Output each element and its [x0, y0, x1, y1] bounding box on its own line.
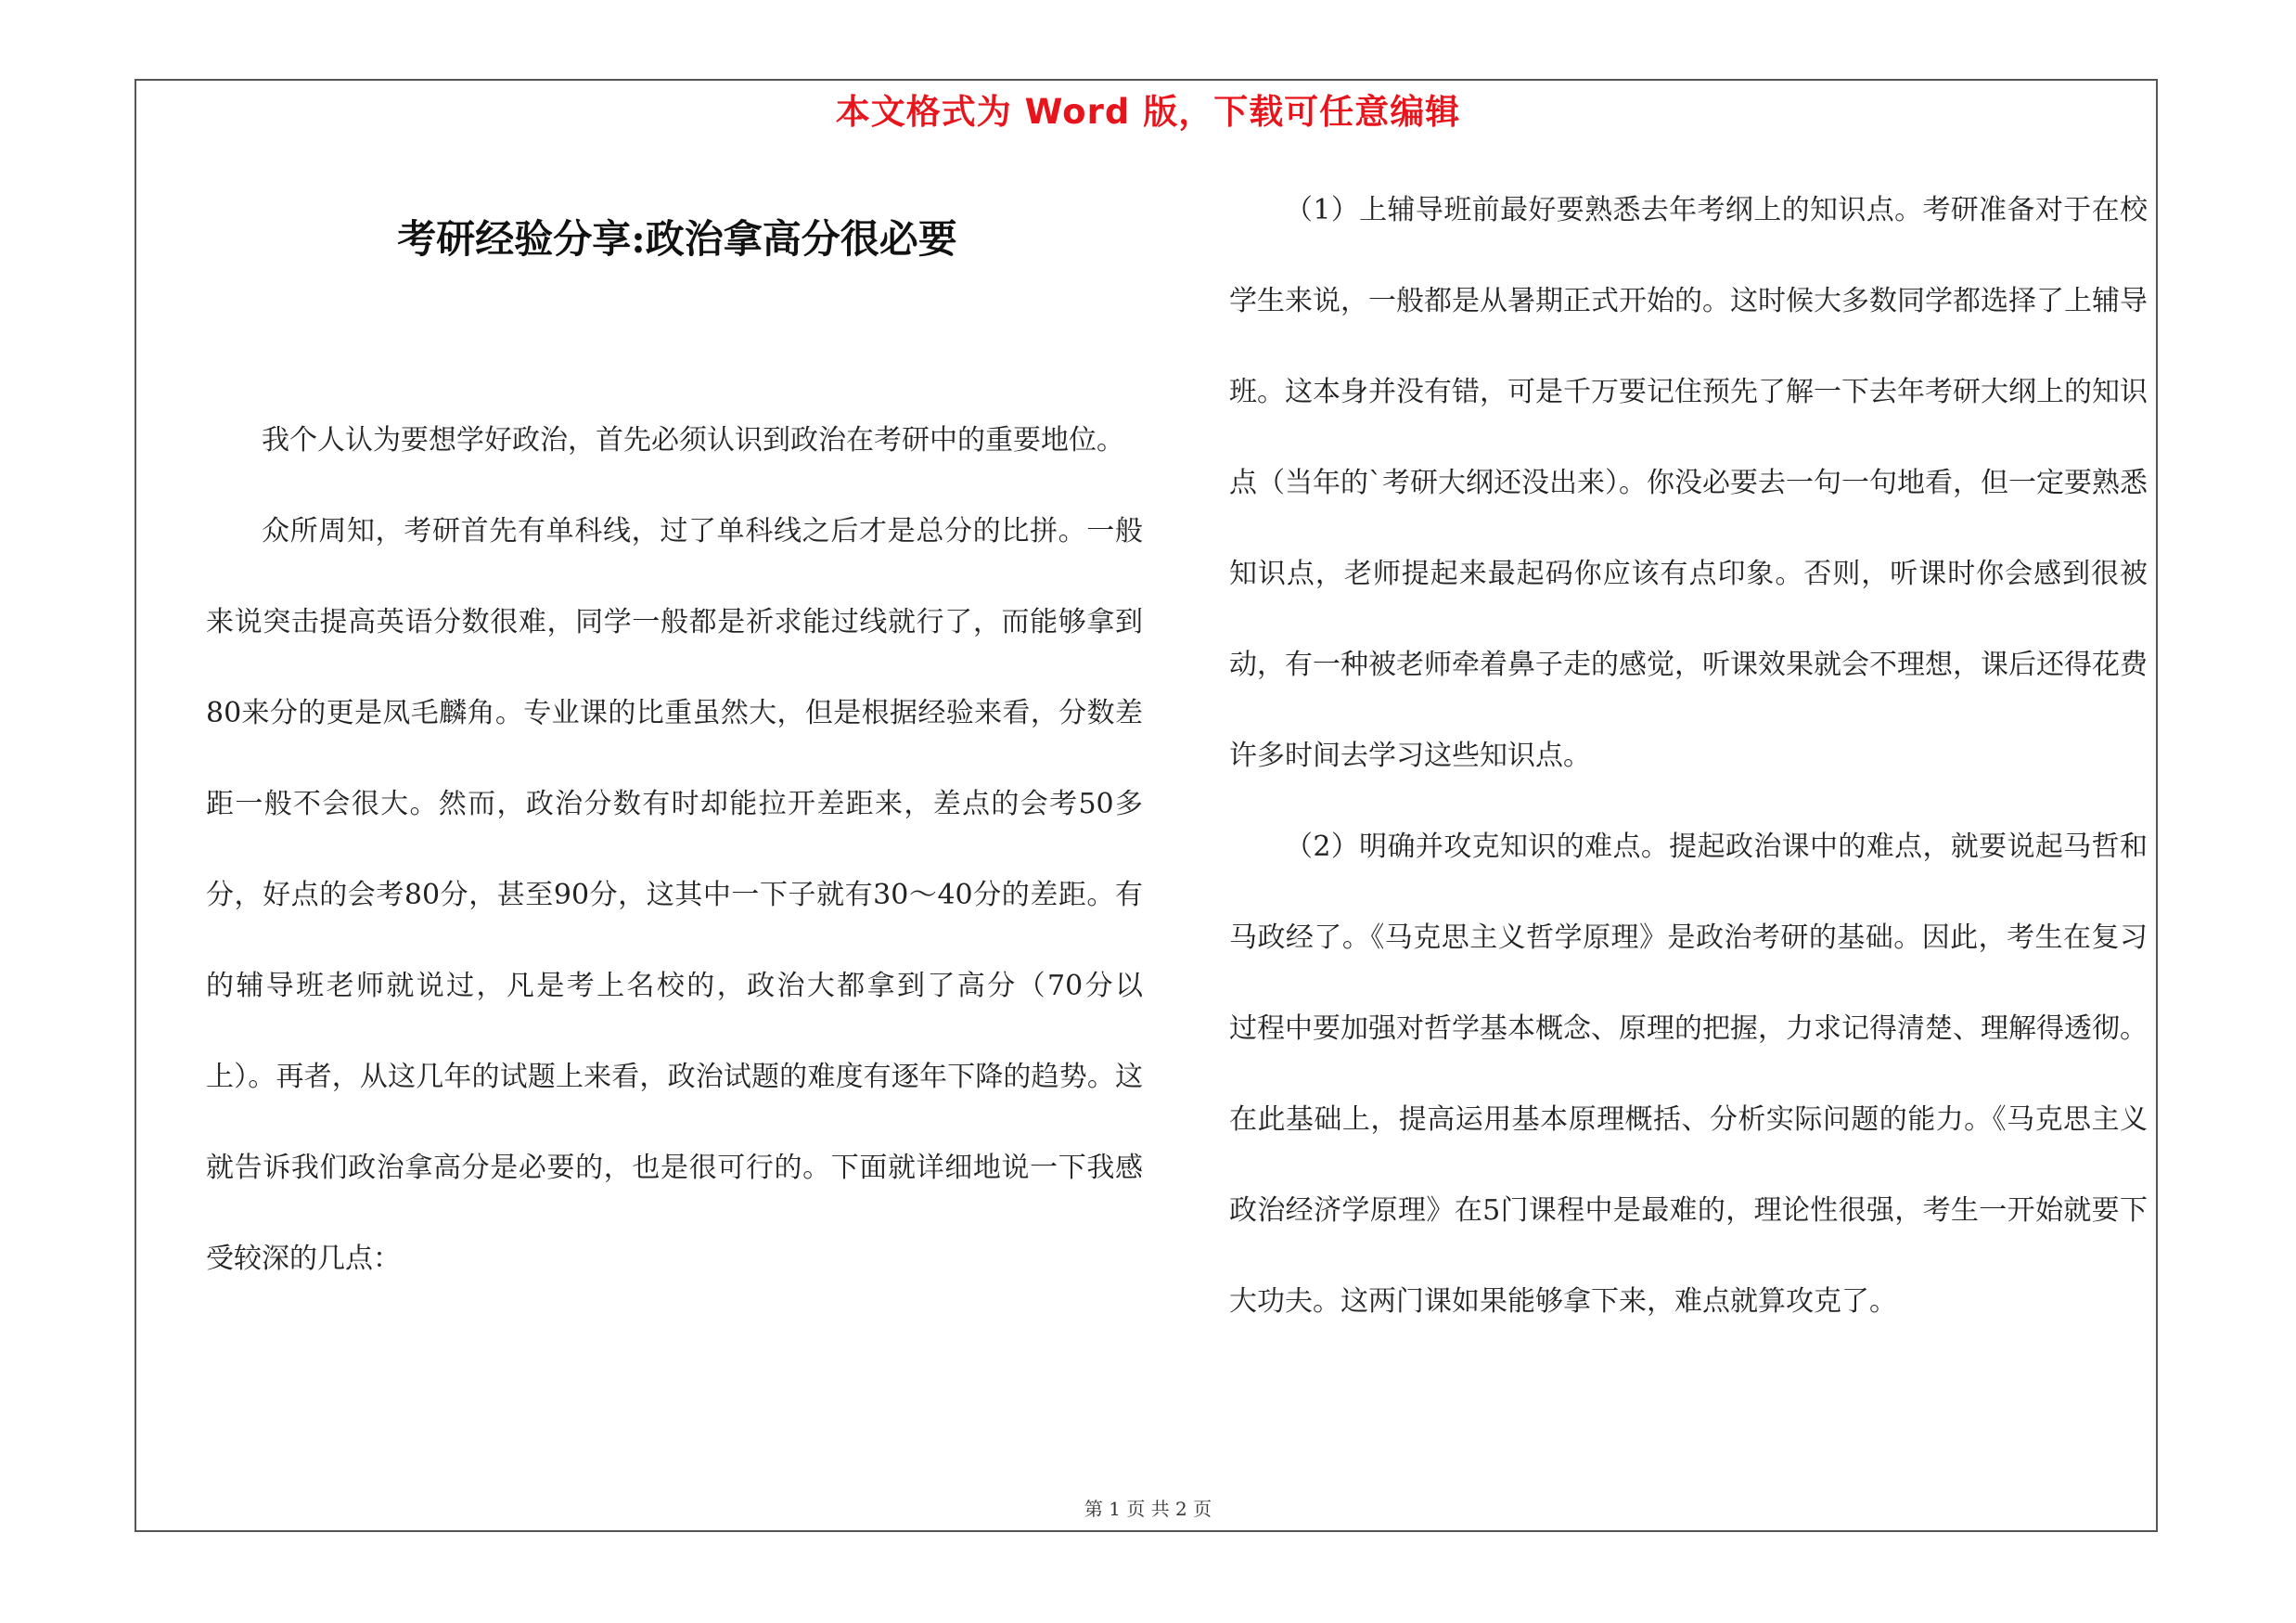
left-column	[206, 395, 1143, 1305]
paragraph: （1）上辅导班前最好要熟悉去年考纲上的知识点。考研准备对于在校学生来说，一般都是从暑期正式开始的。这时候大多数同学都选择了上辅导班。这本身并没有错，可是千万要记住预先了解一下去年考研大纲上的知识点（当年的`考研大纲还没出来）。你没必要去一句一句地看，但一定要熟悉知识点，老师提起来最起码你应该有点印象。否则，听课时你会感到很被动，有一种被老师牵着鼻子走的感觉，听课效果就会不理想，课后还得花费许多时间去学习这些知识点。	[1229, 194, 2148, 772]
document-title: 考研经验分享:政治拿高分很必要	[397, 216, 957, 262]
paragraph: 我个人认为要想学好政治，首先必须认识到政治在考研中的重要地位。	[262, 424, 1124, 457]
right-column	[1229, 165, 2148, 1347]
paragraph: （2）明确并攻克知识的难点。提起政治课中的难点，就要说起马哲和马政经了。《马克思主义哲学原理》是政治考研的基础。因此，考生在复习过程中要加强对哲学基本概念、原理的把握，力求记得清楚、理解得透彻。在此基础上，提高运用基本原理概括、分析实际问题的能力。《马克思主义政治经济学原理》在5门课程中是最难的，理论性很强，考生一开始就要下大功夫。这两门课如果能够拿下来，难点就算攻克了。	[1229, 831, 2148, 1318]
format-banner: 本文格式为 Word 版，下载可任意编辑	[835, 92, 1461, 132]
page-number: 第 1 页 共 2 页	[1084, 1498, 1212, 1520]
paragraph: 众所周知，考研首先有单科线，过了单科线之后才是总分的比拼。一般来说突击提高英语分数很难，同学一般都是祈求能过线就行了，而能够拿到80来分的更是凤毛麟角。专业课的比重虽然大，但是根据经验来看，分数差距一般不会很大。然而，政治分数有时却能拉开差距来，差点的会考50多分，好点的会考80分，甚至90分，这其中一下子就有30～40分的差距。有的辅导班老师就说过，凡是考上名校的，政治大都拿到了高分（70分以上）。再者，从这几年的试题上来看，政治试题的难度有逐年下降的趋势。这就告诉我们政治拿高分是必要的，也是很可行的。下面就详细地说一下我感受较深的几点：	[206, 515, 1143, 1275]
